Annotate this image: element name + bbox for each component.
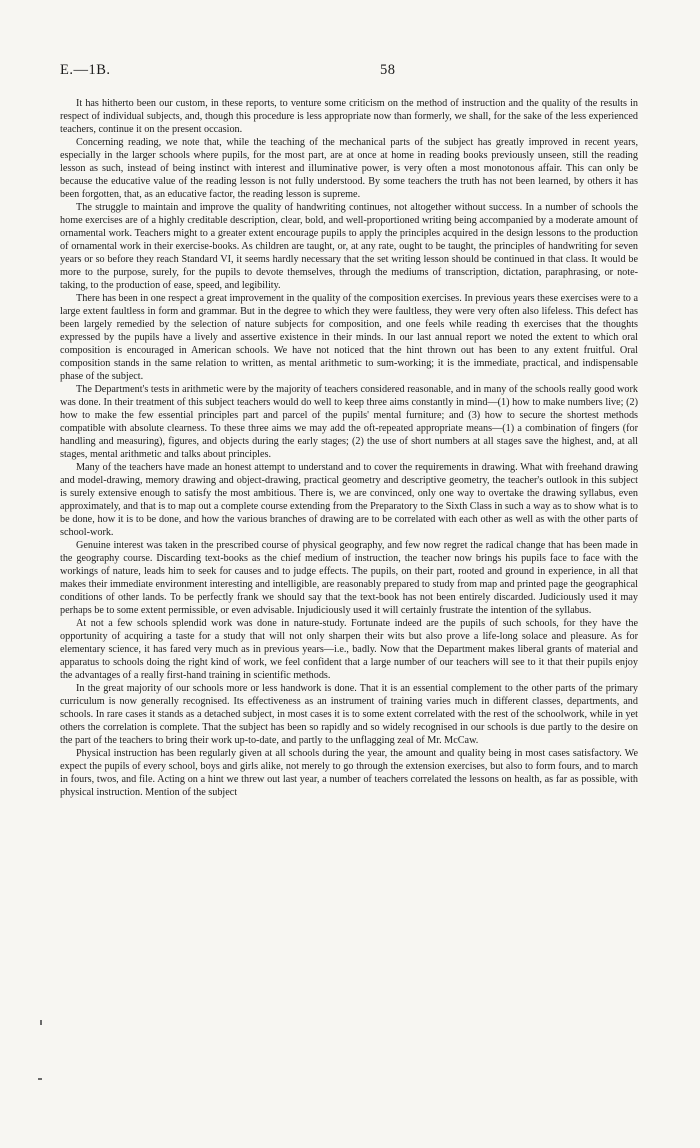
paragraph-composition: There has been in one respect a great improvement in the quality of the composition exercises. In previous years these exercises were to a large extent faultless in form and grammar. But in the degree to which they were faultless, they were very often also lifeless. This defect has been largely remedied by the selection of nature subjects for composition, and one feels while reading th exercises that the thoughts expressed by the pupils have a lively and assertive existence in their minds. In our last annual report we noted the extent to which oral composition is encouraged in American schools. We have not noticed that the hint thrown out has been to any extent fruitful. Oral composition stands in the same relation to written, as mental arithmetic to sum-working; it is the immediate, practical, and indispensable phase of the subject. [60,293,638,382]
paragraph-handwriting: The struggle to maintain and improve the quality of handwriting continues, not altogether without success. In a number of schools the home exercises are of a highly creditable description, clear, bold, and well-proportioned writing being accompanied by a moderate amount of ornamental work. Teachers might to a greater extent encourage pupils to apply the principles acquired in the design lessons to the production of ornamental work in their exercise-books. As children are taught, or, at any rate, ought to be taught, the principles of handwriting for seven years or so before they reach Standard VI, it seems hardly necessary that the set writing lesson should be continued in that class. It would be more to the purpose, surely, for the pupils to devote themselves, through the mediums of transcription, dictation, paraphrasing, or note-taking, to the production of ease, speed, and legibility. [60,202,638,291]
margin-mark [38,1078,42,1080]
paragraph-physical-instruction: Physical instruction has been regularly given at all schools during the year, the amount and quality being in most cases satisfactory. We expect the pupils of every school, boys and girls alike, not merely to go through the extension exercises, but also to form fours, and to march in fours, twos, and file. Acting on a hint we threw out last year, a number of teachers correlated the lessons on health, as far as possible, with physical instruction. Mention of the subject [60,748,638,798]
paragraph-drawing: Many of the teachers have made an honest attempt to understand and to cover the requirements in drawing. What with freehand drawing and model-drawing, memory drawing and object-drawing, practical geometry and descriptive geometry, the teacher's outlook in this subject is surely extensive enough to satisfy the most ambitious. There is, we are convinced, only one way to overtake the drawing syllabus, even approximately, and that is to map out a complete course extending from the Preparatory to the Sixth Class in such a way as to show what is to be done, how it is to be done, and how the various branches of drawing are to be correlated with each other as well as with the other parts of school-work. [60,462,638,538]
paragraph-reading: Concerning reading, we note that, while the teaching of the mechanical parts of the subject has greatly improved in recent years, especially in the larger schools where pupils, for the most part, are at once at home in reading books previously unseen, still the reading lesson as such, instead of being instinct with interest and illuminative power, is very often a most monotonous affair. This can only be because the educative value of the reading lesson is not fully understood. By some teachers the truth has not been learned, by others it has been forgotten, that, as an educative factor, the reading lesson is supreme. [60,137,638,200]
paragraph-handwork: In the great majority of our schools more or less handwork is done. That it is an essential complement to the other parts of the primary curriculum is now generally recognised. Its effectiveness as an instrument of training varies much in different classes, departments, and schools. In rare cases it stands as a detached subject, in most cases it is to some extent correlated with the rest of the schoolwork, while in yet others the correlation is complete. That the subject has been so rapidly and so widely recognised in our schools is due partly to the desire on the part of the teachers to bring their work up-to-date, and partly to the unflagging zeal of Mr. McCaw. [60,683,638,746]
page-header [60,62,636,80]
report-reference: E.—1B. [60,62,111,78]
body-text [60,97,638,799]
paragraph-geography: Genuine interest was taken in the prescribed course of physical geography, and few now regret the radical change that has been made in the geography course. Discarding text-books as the chief medium of instruction, the teacher now brings his pupils face to face with the workings of nature, leads him to seek for causes and to judge effects. The pupils, on their part, rooted and ground in experience, in all that makes their immediate environment interesting and intelligible, are reasonably prepared to study from map and printed page the geographical conditions of other lands. To be perfectly frank we should say that the text-book has not been entirely discarded. Judiciously used it may perhaps be to some extent permissible, or even advisable. Injudiciously used it will certainly frustrate the intention of the syllabus. [60,540,638,616]
page-number: 58 [380,62,396,78]
paragraph-nature-study: At not a few schools splendid work was done in nature-study. Fortunate indeed are the pupils of such schools, for they have the opportunity of acquiring a taste for a study that will not only sharpen their wits but also prove a life-long solace and pleasure. As for elementary science, it has fared very much as in previous years—i.e., badly. Now that the Department makes liberal grants of material and apparatus to schools doing the right kind of work, we feel confident that a large number of our teachers will see to it that their pupils enjoy the advantages of a really first-hand training in scientific methods. [60,618,638,681]
paragraph-intro: It has hitherto been our custom, in these reports, to venture some criticism on the method of instruction and the quality of the results in respect of individual subjects, and, though this procedure is less appropriate now than formerly, we shall, for the sake of the less experienced teachers, continue it on the present occasion. [60,98,638,135]
margin-mark [40,1020,42,1025]
paragraph-arithmetic: The Department's tests in arithmetic were by the majority of teachers considered reasonable, and in many of the schools really good work was done. In their treatment of this subject teachers would do well to keep three aims constantly in mind—(1) how to make numbers live; (2) how to make the few essential principles part and parcel of the pupils' mental furniture; and (3) how to secure the shortest methods compatible with absolute clearness. To these three aims we may add the oft-repeated appropriate means—(1) a combination of fingers (for handling and measuring), figures, and objects during the early stages; (2) the use of short numbers at all stages save the highest, and, at all stages, mental arithmetic and talks about principles. [60,384,638,460]
